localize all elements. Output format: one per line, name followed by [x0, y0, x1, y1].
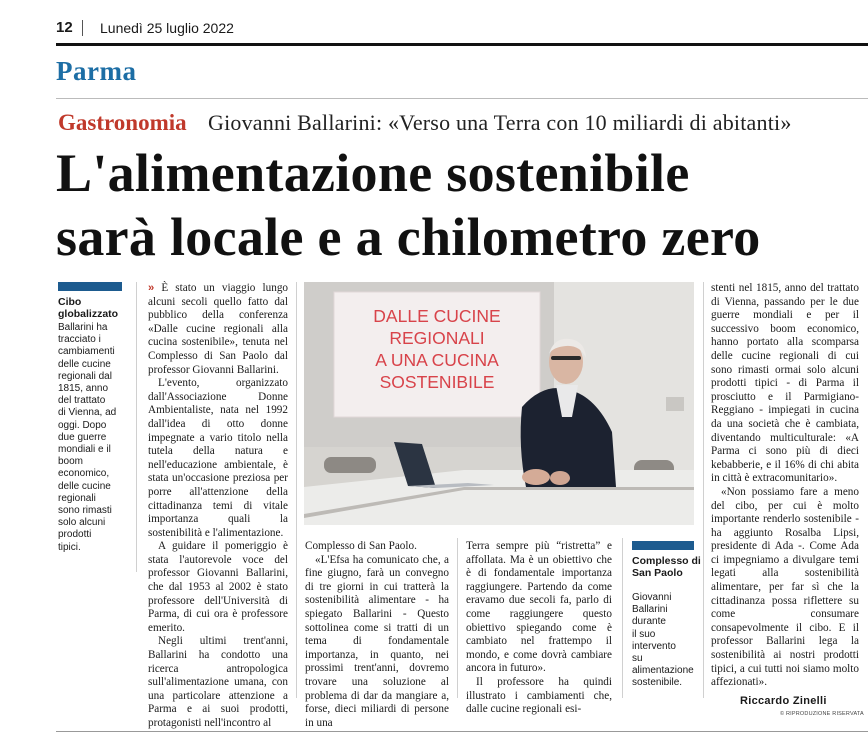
body-column-2	[305, 540, 449, 730]
svg-text:A UNA CUCINA: A UNA CUCINA	[375, 350, 499, 370]
sidebar-line: boom	[58, 456, 84, 468]
svg-text:REGIONALI: REGIONALI	[389, 328, 485, 348]
column-rule	[296, 282, 297, 698]
sidebar-text	[58, 322, 128, 554]
caption-title: Complesso di San Paolo	[632, 555, 701, 579]
sidebar-accent-bar	[58, 282, 122, 291]
bottom-rule	[56, 731, 868, 732]
caption-line: intervento	[632, 640, 676, 652]
page-date: Lunedì 25 luglio 2022	[100, 20, 234, 36]
caption-line: Giovanni	[632, 592, 672, 603]
sidebar-line: mondiali e il	[58, 444, 111, 456]
caption-line: su	[632, 653, 643, 665]
body-paragraph: Complesso di San Paolo.	[305, 540, 417, 552]
sidebar-line: due guerre	[58, 431, 107, 443]
header-rule	[56, 43, 868, 46]
sidebar-line: 1815, anno	[58, 383, 109, 395]
body-paragraph: A guidare il pomeriggio è stata l'autorevole voce del professor Giovanni Ballarini, che dal 1953 al 2002 è stato professore dell'Università di Parma, di cui ora è professore emerito.	[148, 540, 288, 634]
caption-line: il suo	[632, 628, 656, 640]
sidebar-line: Ballarini ha	[58, 322, 108, 333]
body-paragraph: «Non possiamo fare a meno del cibo, per cui è molto importante renderlo sostenibile - ha aggiunto Rosalba Lipsi, presidente di Ada -. Come Ada ci impegniamo a divulgare temi legati alla sostenibilità alimentare, per far sì che la cittadinanza possa riflettere su come consumare consapevolmente il cibo. E il professor Ballarini lega la sostenibilità ai nostri prodotti tipici, a cui tutti noi siamo molto affezionati».	[711, 485, 859, 689]
sidebar-line: oggi. Dopo	[58, 419, 107, 431]
sidebar-line: di Vienna, ad	[58, 407, 117, 419]
body-column-3	[466, 540, 612, 717]
sidebar-line: delle cucine	[58, 358, 111, 370]
photo-illustration	[304, 282, 694, 525]
sidebar-line: delle cucine	[58, 480, 111, 492]
svg-text:DALLE CUCINE: DALLE CUCINE	[373, 306, 501, 326]
caption-line: durante	[632, 616, 666, 628]
sidebar-line: tracciato i	[58, 334, 101, 346]
body-paragraph: «L'Efsa ha comunicato che, a fine giugno, farà un convegno di tre giorni in cui tratterà la sostenibilità alimentare - ha spiegato Ballarini - Questo sottolinea come si tratti di un tema di fondamentale importanza, in quanto, nei prossimi trent'anni, dovremo trovare una soluzione al problema di dar da mangiare a, forse, dieci miliardi di persone in una	[305, 553, 449, 729]
sidebar-line: solo alcuni	[58, 517, 106, 529]
caption-line: Ballarini	[632, 604, 668, 616]
copyright-notice: © RIPRODUZIONE RISERVATA	[780, 711, 864, 717]
section-rule	[56, 98, 868, 99]
body-paragraph: Terra sempre più “ristretta” e affollata. Ma è un obiettivo che è di fondamentale importanza raggiungere. Partendo da come eravamo due secoli fa, parlo di come raggiungere questo obiettivo spiegando come è cambiato nel frattempo il mondo, e come dovrà cambiare ancora in futuro».	[466, 540, 612, 675]
body-column-4	[711, 282, 859, 690]
sidebar-line: prodotti	[58, 529, 92, 541]
article-kicker: Gastronomia	[58, 110, 187, 135]
article-photo	[304, 282, 694, 525]
sidebar-line: regionali	[58, 492, 96, 504]
sidebar-line: cambiamenti	[58, 346, 115, 358]
body-paragraph: » È stato un viaggio lungo alcuni secoli quello fatto dal pubblico della conferenza «Dalle cucine regionali alla cucina sostenibile», tenuta nel Complesso di San Paolo dal professor Giovanni Ballarini.	[148, 282, 289, 376]
article-start-mark: »	[148, 282, 155, 294]
sidebar-line: tipici.	[58, 541, 81, 553]
sidebar-line: economico,	[58, 468, 110, 480]
page-number: 12	[56, 19, 73, 36]
caption-text	[632, 592, 704, 690]
article-subtitle: Giovanni Ballarini: «Verso una Terra con 10 miliardi di abitanti»	[208, 110, 792, 135]
body-paragraph: L'evento, organizzato dall'Associazione Donne Ambientaliste, nata nel 1992 dall'idea di otto donne impegnate a vario titolo nella tutela della natura e nell'educazione ambientale, è stata un'occasione preziosa per porre all'attenzione della cittadinanza temi di vitale importanza quali la sostenibilità e l'alimentazione.	[148, 377, 288, 539]
sidebar-line: regionali dal	[58, 370, 112, 382]
body-paragraph: stenti nel 1815, anno del trattato di Vienna, passando per le due guerre mondiali e per il successivo boom economico, hanno portato alla scomparsa delle cucine regionali di cui sono rimasti ormai solo alcuni prodotti tipici - di Parma il prosciutto e il Parmigiano-Reggiano - impiegati in cucina da una società che è cambiata, diventando multiculturale: «A Parma ci sono più di dieci kebabberie, e il 16% di chi abita in città è extracomunitario».	[711, 282, 859, 485]
body-column-1	[148, 282, 288, 731]
body-paragraph: Il professore ha quindi illustrato i cambiamenti che, dalle cucine regionali esi-	[466, 675, 612, 716]
header-separator	[82, 20, 83, 36]
body-paragraph: Negli ultimi trent'anni, Ballarini ha condotto una ricerca antropologica sull'alimentazione umana, con una particolare attenzione a Parma e ai suoi prodotti, protagonisti nell'incontro al	[148, 635, 288, 729]
sidebar-title: Cibo globalizzato	[58, 296, 119, 320]
caption-accent-bar	[632, 541, 694, 550]
svg-text:SOSTENIBILE: SOSTENIBILE	[379, 372, 495, 392]
caption-line: alimentazione	[632, 665, 694, 677]
headline-line-1: L'alimentazione sostenibile	[56, 143, 690, 203]
headline-line-2: sarà locale e a chilometro zero	[56, 207, 761, 267]
sidebar-line: del trattato	[58, 395, 106, 407]
column-rule	[136, 282, 137, 572]
sidebar-line: sono rimasti	[58, 505, 112, 517]
column-rule	[457, 538, 458, 698]
section-title: Parma	[56, 56, 137, 86]
article-author: Riccardo Zinelli	[740, 695, 827, 707]
column-rule	[622, 538, 623, 698]
caption-line: sostenibile.	[632, 677, 683, 689]
